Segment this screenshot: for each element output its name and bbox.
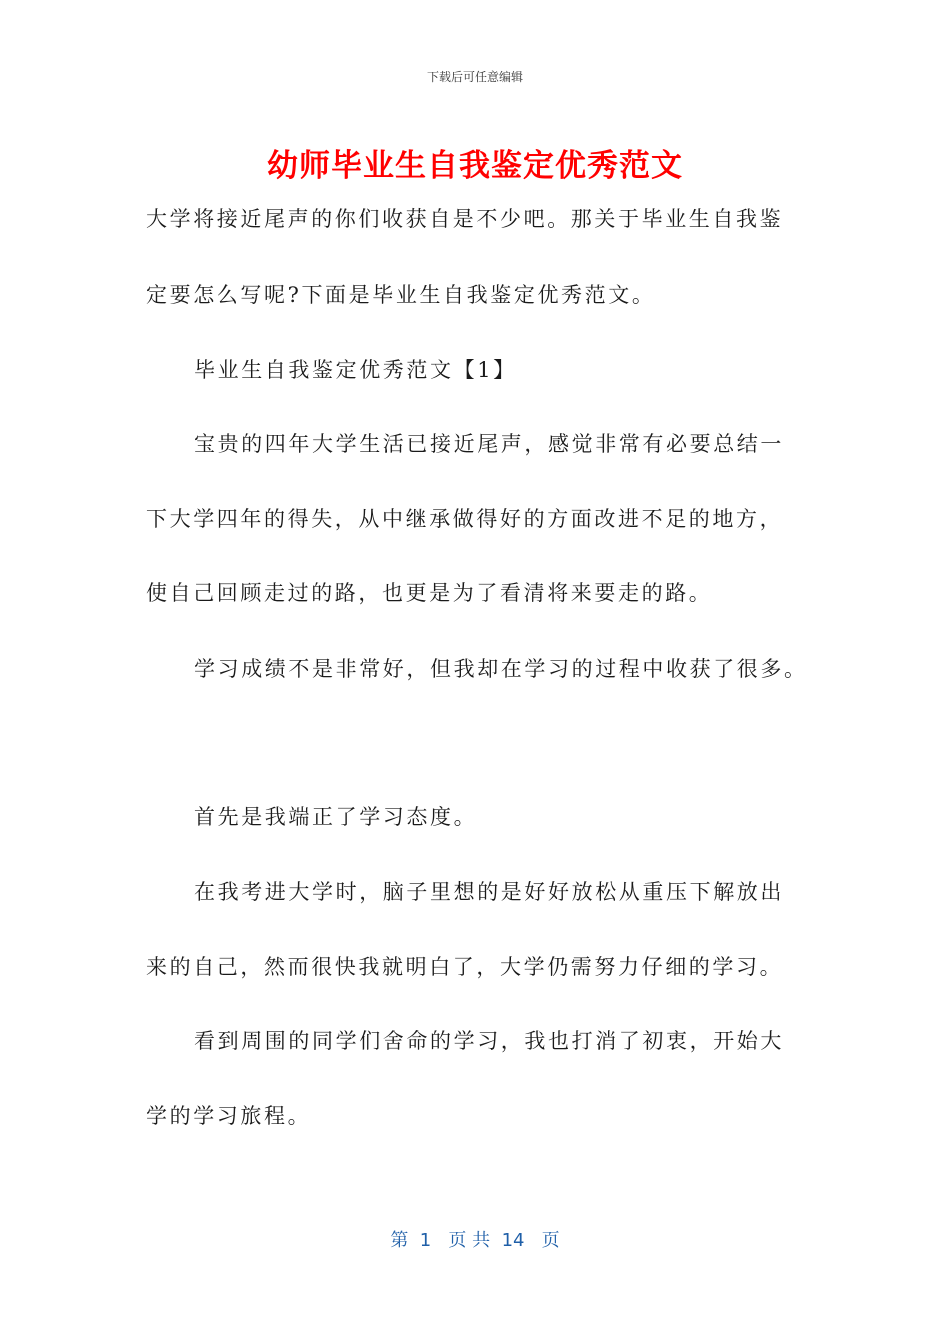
paragraph-line: 定要怎么写呢?下面是毕业生自我鉴定优秀范文。 [146, 283, 656, 307]
paragraph-line: 在我考进大学时，脑子里想的是好好放松从重压下解放出 [194, 880, 784, 904]
paragraph-line: 来的自己，然而很快我就明白了，大学仍需努力仔细的学习。 [146, 955, 784, 979]
paragraph-line: 大学将接近尾声的你们收获自是不少吧。那关于毕业生自我鉴 [146, 207, 784, 231]
paragraph-line: 使自己回顾走过的路，也更是为了看清将来要走的路。 [146, 581, 713, 605]
paragraph-line: 宝贵的四年大学生活已接近尾声，感觉非常有必要总结一 [194, 432, 784, 456]
section-heading: 毕业生自我鉴定优秀范文【1】 [194, 358, 517, 382]
document-title: 幼师毕业生自我鉴定优秀范文 [267, 148, 683, 184]
paragraph-line: 学习成绩不是非常好，但我却在学习的过程中收获了很多。 [194, 657, 808, 681]
header-note: 下载后可任意编辑 [426, 70, 523, 84]
paragraph-line: 首先是我端正了学习态度。 [194, 805, 478, 829]
paragraph-line: 学的学习旅程。 [146, 1104, 312, 1128]
paragraph-line: 看到周围的同学们舍命的学习，我也打消了初衷，开始大 [194, 1029, 784, 1053]
page-number-footer: 第 1 页 共 14 页 [390, 1230, 560, 1251]
paragraph-line: 下大学四年的得失，从中继承做得好的方面改进不足的地方， [146, 507, 784, 531]
